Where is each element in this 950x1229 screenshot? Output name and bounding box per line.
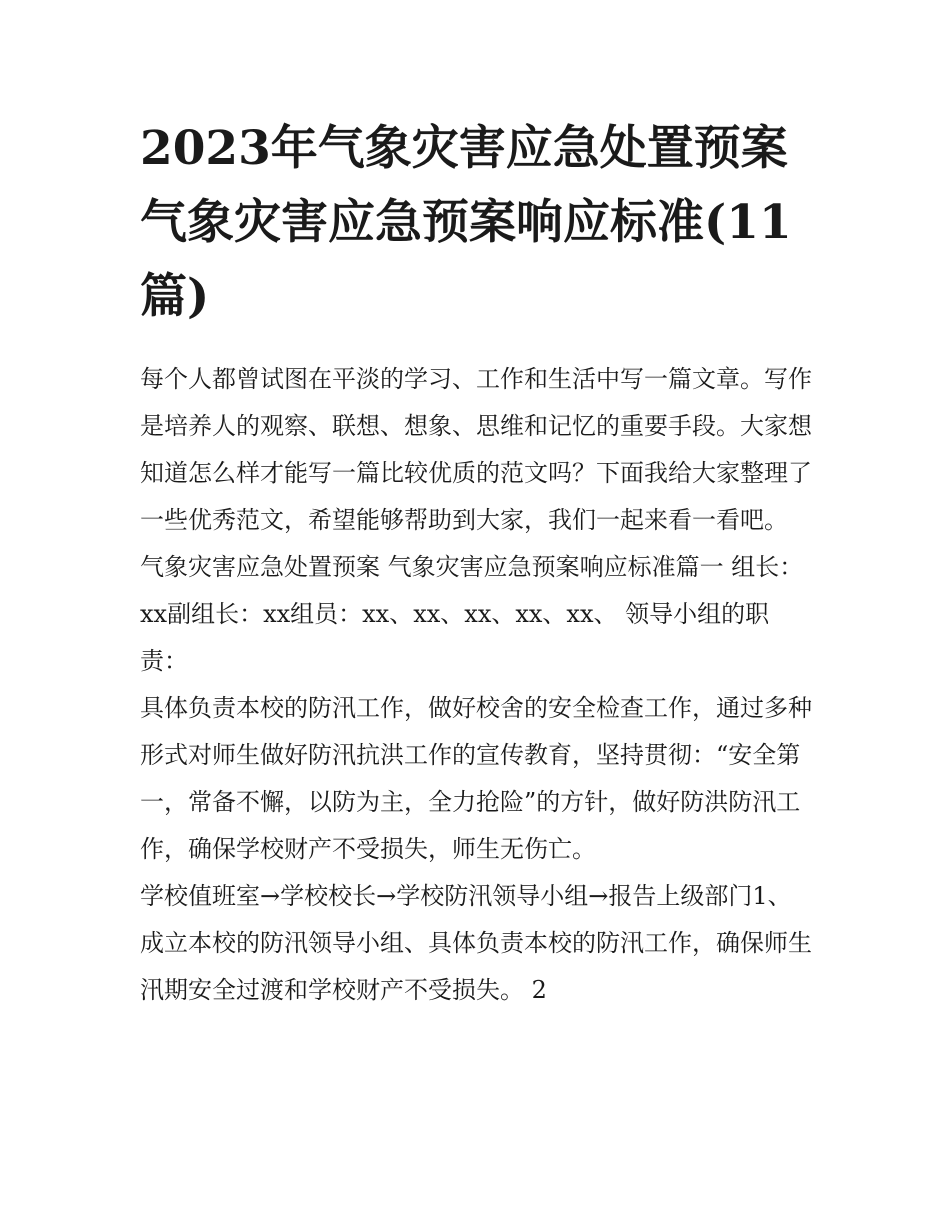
paragraph-reporting: 学校值班室→学校校长→学校防汛领导小组→报告上级部门1、成立本校的防汛领导小组、具体负责本校的防汛工作，确保师生汛期安全过渡和学校财产不受损失。 2	[140, 882, 812, 1004]
document-title: 2023年气象灾害应急处置预案 气象灾害应急预案响应标准(11篇)	[140, 121, 792, 324]
document-body	[140, 356, 812, 1014]
paragraph-leadership: 气象灾害应急处置预案 气象灾害应急预案响应标准篇一 组长：xx副组长：xx组员：xx、xx、xx、xx、xx、 领导小组的职责：	[140, 553, 804, 675]
paragraph-intro: 每个人都曾试图在平淡的学习、工作和生活中写一篇文章。写作是培养人的观察、联想、想象、思维和记忆的重要手段。大家想知道怎么样才能写一篇比较优质的范文吗？下面我给大家整理了一些优秀范文，希望能够帮助到大家，我们一起来看一看吧。	[140, 365, 812, 534]
paragraph-duties: 具体负责本校的防汛工作，做好校舍的安全检查工作，通过多种形式对师生做好防汛抗洪工作的宣传教育，坚持贯彻：“安全第一，常备不懈，以防为主，全力抢险”的方针，做好防洪防汛工作，确保学校财产不受损失，师生无伤亡。	[140, 694, 812, 863]
